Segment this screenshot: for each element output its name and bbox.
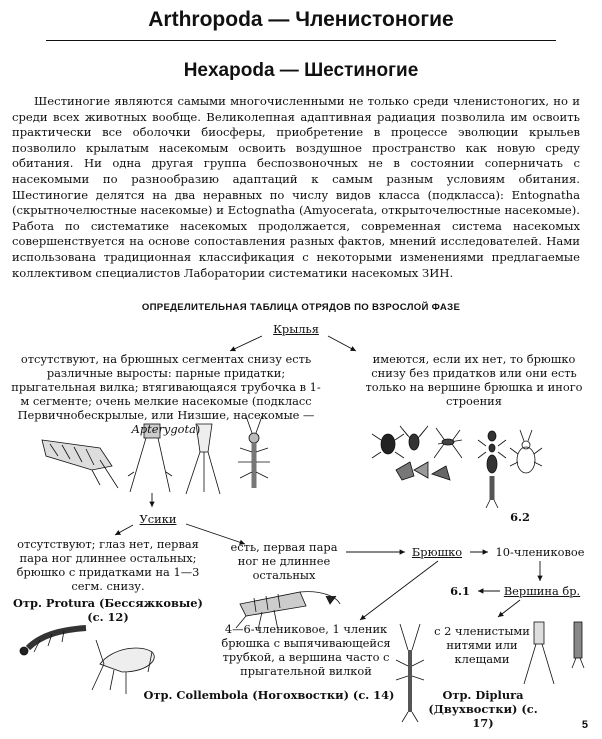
key-wings-present: имеются, если их нет, то брюшко снизу без придатков или они есть только на вершине брюшка и иного строения bbox=[365, 352, 583, 408]
key-wings-absent bbox=[8, 352, 324, 436]
protura-drawing bbox=[20, 628, 86, 655]
page-number: 5 bbox=[581, 719, 588, 731]
arrow-wings-absent bbox=[230, 336, 262, 351]
key-wings-absent-text: отсутствуют, на брюшных сегментах снизу есть различные выросты: парные придатки; прыгательная вилка; втягивающаяся трубочка в 1-м сегменте; очень мелкие насекомые (подкласс Первичнобескрылые, или Низшие, насекомые — bbox=[11, 352, 321, 422]
mosquito-drawing bbox=[434, 428, 462, 458]
fly-drawing bbox=[400, 426, 428, 450]
page-title: Arthropoda — Членистоногие bbox=[148, 8, 454, 31]
key-protura: Отр. Protura (Бессяжковые) (с. 12) bbox=[13, 596, 203, 624]
key-antennae-absent: отсутствуют; глаз нет, первая пара ног длиннее остальных; брюшко с придатками на 1—3 сегм. снизу. bbox=[16, 537, 200, 593]
key-four-six-segmented: 4—6-члениковое, 1 членик брюшка с выпячивающейся трубкой, а вершина часто с прыгательной вилкой bbox=[221, 622, 391, 678]
key-ten-segmented: 10-члениковое bbox=[495, 545, 585, 559]
key-wings-absent-end: ) bbox=[195, 422, 201, 436]
key-diplura: Отр. Diplura (Двухвостки) (с. 17) bbox=[428, 688, 538, 730]
key-ref-6-1: 6.1 bbox=[450, 584, 470, 598]
louse-drawing bbox=[510, 430, 542, 473]
protura-leg-drawing bbox=[42, 440, 118, 488]
arrow-to-diplura bbox=[498, 600, 520, 617]
key-antennae-present: есть, первая пара ног не длиннее остальных bbox=[230, 540, 338, 582]
key-abdomen: Брюшко bbox=[411, 545, 463, 559]
key-abdomen-apex: Вершина бр. bbox=[503, 584, 581, 598]
ant-drawing bbox=[478, 431, 506, 473]
arrow-wings-present bbox=[328, 336, 356, 351]
earwig-drawing bbox=[486, 476, 498, 508]
arrow-to-collembola bbox=[360, 561, 438, 620]
japygid-forceps-drawing bbox=[572, 622, 584, 668]
section-title: Hexapoda — Шестиногие bbox=[183, 60, 419, 81]
key-collembola: Отр. Collembola (Ногохвостки) (с. 14) bbox=[143, 688, 395, 702]
key-apterygota: Apterygota bbox=[131, 422, 196, 436]
moth-drawing bbox=[396, 462, 428, 480]
key-antennae: Усики bbox=[139, 512, 177, 526]
intro-paragraph: Шестиногие являются самыми многочисленными не только среди членистоногих, но и среди всех животных вообще. Великолепная адаптивная радиация позволила им освоить практически все оболочки биосферы, приобретение в процессе эволюции крыльев позволило крылатым насекомым освоить воздушное пространство как новую среду обитания. Ни одна другая группа беспозвоночных не в состоянии соперничать с насекомыми по разнообразию адаптаций к самым разным условиям обитания. Шестиногие делятся на два неравных по числу видов класса (подкласса): Entognatha (скрытночелюстные насекомые) и Ectognatha (Amyocerata, открыточелюстные насекомые). Работа по систематике насекомых продолжается, современная система насекомых совершенствуется на основе сопоставления разных фактов, мнений исследователей. Нами использована традиционная классификация с некоторыми изменениями предлагаемые коллективом специалистов Лаборатории систематики насекомых ЗИН. bbox=[12, 94, 580, 280]
collembola-side-drawing bbox=[92, 640, 154, 694]
moth2-drawing bbox=[432, 466, 450, 480]
pterygota-drawings bbox=[372, 426, 542, 508]
key-wings: Крылья bbox=[273, 322, 319, 336]
key-two-filaments: с 2 членистыми нитями или клещами bbox=[434, 624, 530, 666]
arrow-antennae-absent bbox=[115, 525, 133, 535]
key-ref-6-2: 6.2 bbox=[510, 510, 530, 524]
key-title: ОПРЕДЕЛИТЕЛЬНАЯ ТАБЛИЦА ОТРЯДОВ ПО ВЗРОСЛОЙ ФАЗЕ bbox=[141, 302, 461, 313]
bug-drawing bbox=[372, 434, 404, 458]
